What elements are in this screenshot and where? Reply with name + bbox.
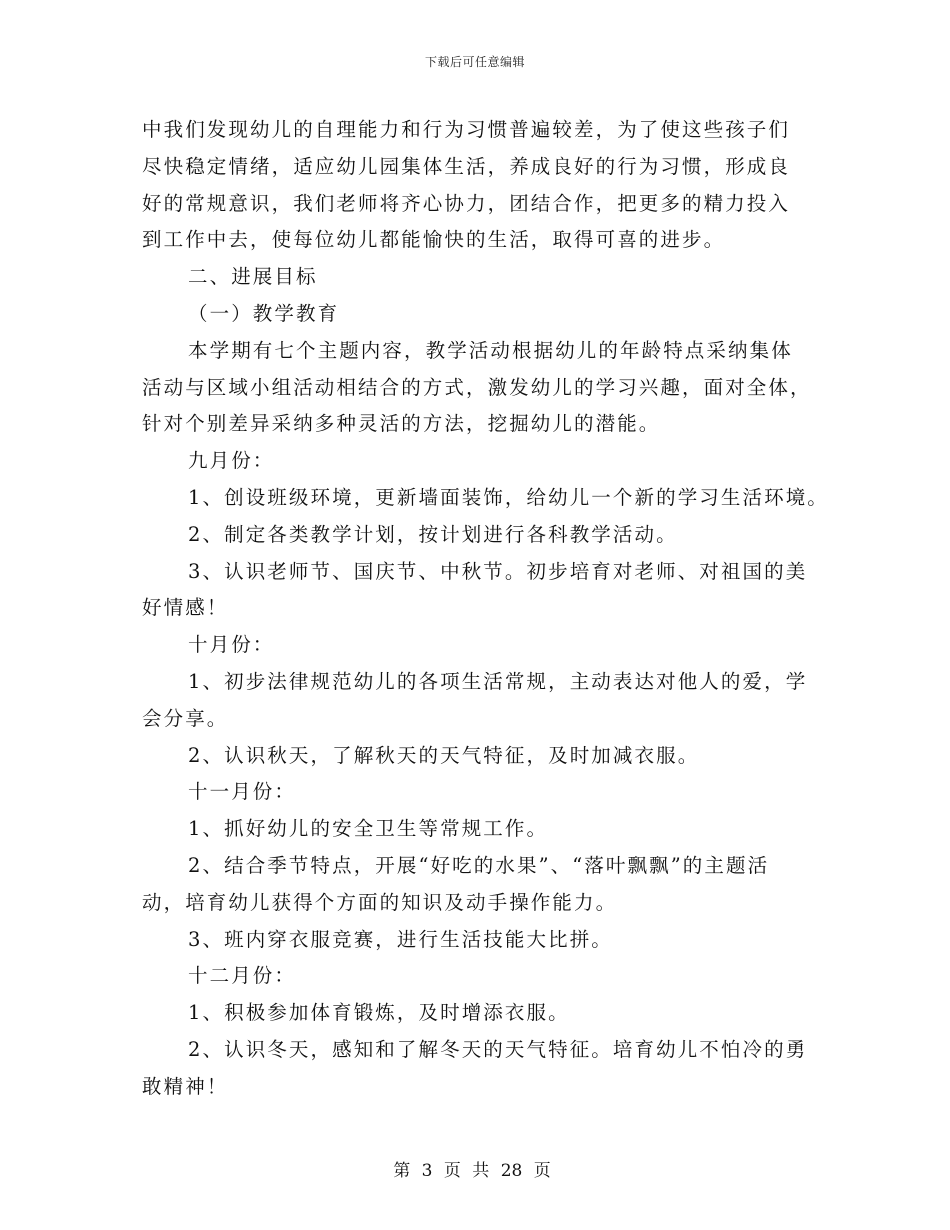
text-line: 尽快稳定情绪，适应幼儿园集体生活，养成良好的行为习惯，形成良: [142, 154, 791, 178]
text-line: 本学期有七个主题内容，教学活动根据幼儿的年龄特点采纳集体: [188, 338, 793, 362]
text-line: 动，培育幼儿获得个方面的知识及动手操作能力。: [142, 890, 618, 914]
footer-page-number: 3: [421, 1161, 433, 1181]
text-line: 中我们发现幼儿的自理能力和行为习惯普遍较差，为了使这些孩子们: [142, 118, 791, 141]
page-footer: [0, 1156, 950, 1181]
footer-suffix: 页: [533, 1161, 551, 1181]
document-body: [142, 112, 829, 1106]
text-line: 1、初步法律规范幼儿的各项生活常规，主动表达对他人的爱，学: [188, 669, 808, 693]
text-line: 十月份：: [188, 633, 275, 657]
text-line: 十一月份：: [188, 780, 297, 804]
text-line: 1、积极参加体育锻炼，及时增添衣服。: [188, 1001, 570, 1025]
text-line: （一）教学教育: [188, 301, 340, 325]
text-line: 好的常规意识，我们老师将齐心协力，团结合作，把更多的精力投入: [142, 191, 791, 215]
text-line: 3、班内穿衣服竞赛，进行生活技能大比拼。: [188, 927, 613, 951]
text-line: 3、认识老师节、国庆节、中秋节。初步培育对老师、对祖国的美: [188, 559, 808, 583]
text-line: 九月份：: [188, 449, 275, 473]
footer-total-pages: 28: [500, 1161, 523, 1181]
text-line: 到工作中去，使每位幼儿都能愉快的生活，取得可喜的进步。: [142, 228, 726, 252]
text-line: 针对个别差异采纳多种灵活的方法，挖掘幼儿的潜能。: [142, 412, 661, 436]
text-line: 1、抓好幼儿的安全卫生等常规工作。: [188, 817, 549, 841]
text-line: 敢精神！: [142, 1074, 229, 1098]
text-line: 十二月份：: [188, 964, 297, 988]
footer-page-word: 页: [443, 1161, 461, 1181]
footer-prefix: 第: [393, 1161, 411, 1181]
text-line: 2、结合季节特点，开展“好吃的水果”、“落叶飘飘”的主题活: [188, 853, 770, 877]
text-line: 1、创设班级环境，更新墙面装饰，给幼儿一个新的学习生活环境。: [188, 485, 829, 509]
text-line: 活动与区域小组活动相结合的方式，激发幼儿的学习兴趣，面对全体，: [142, 375, 812, 399]
footer-total-word: 共: [472, 1161, 490, 1181]
text-line: 2、认识秋天，了解秋天的天气特征，及时加减衣服。: [188, 743, 700, 767]
text-line: 2、认识冬天，感知和了解冬天的天气特征。培育幼儿不怕冷的勇: [188, 1037, 808, 1061]
text-line: 二、进展目标: [188, 265, 318, 289]
text-line: 会分享。: [142, 706, 229, 730]
text-line: 好情感！: [142, 596, 229, 620]
page-header: 下载后可任意编辑: [424, 55, 525, 69]
text-line: 2、制定各类教学计划，按计划进行各科教学活动。: [188, 522, 678, 546]
